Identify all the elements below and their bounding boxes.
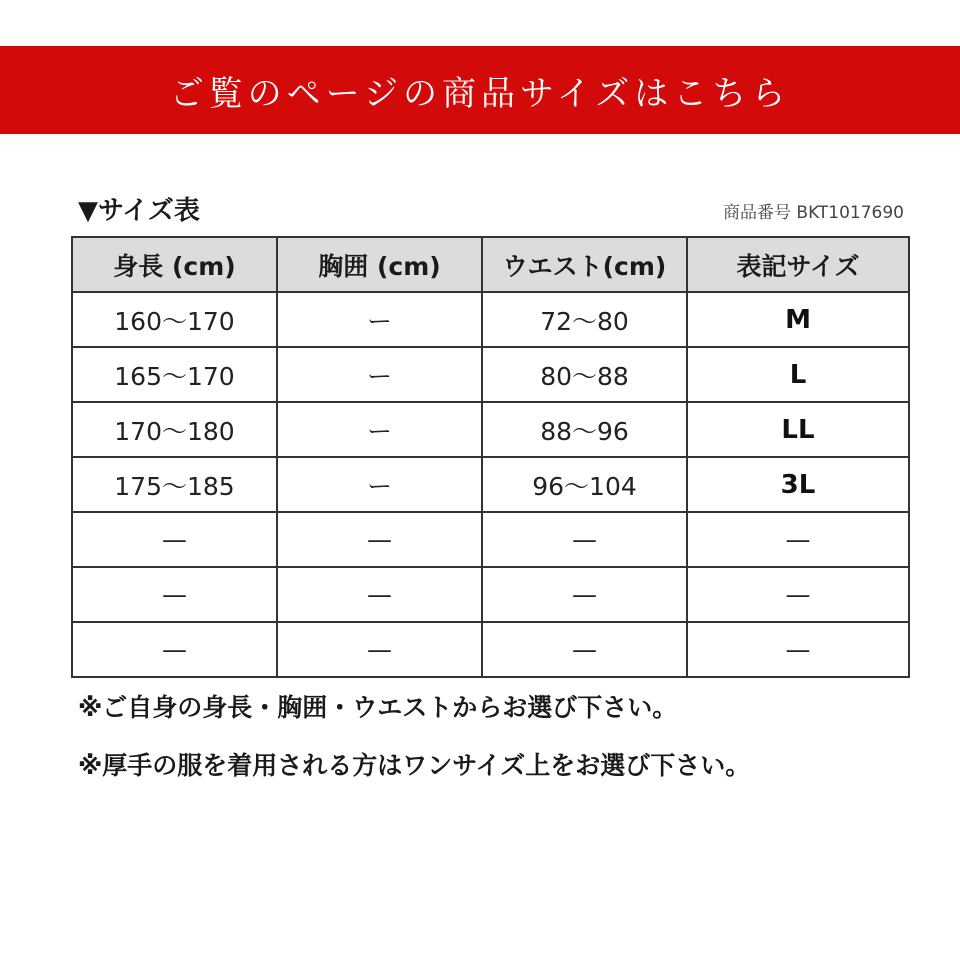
cell-waist: — xyxy=(482,567,687,622)
note-size-selection: ※ご自身の身長・胸囲・ウエストからお選び下さい。 xyxy=(78,693,678,722)
cell-size-label: 3L xyxy=(687,457,909,512)
cell-chest: ー xyxy=(277,292,482,347)
page-banner xyxy=(0,46,960,134)
product-code: 商品番号 BKT1017690 xyxy=(723,203,904,223)
table-row xyxy=(72,567,909,622)
cell-chest: ー xyxy=(277,457,482,512)
cell-waist: 96〜104 xyxy=(482,457,687,512)
cell-waist: 80〜88 xyxy=(482,347,687,402)
cell-height: 170〜180 xyxy=(72,402,277,457)
header-height: 身長 (cm) xyxy=(72,237,277,292)
cell-waist: — xyxy=(482,512,687,567)
cell-height: — xyxy=(72,512,277,567)
cell-height: 165〜170 xyxy=(72,347,277,402)
table-row xyxy=(72,512,909,567)
cell-height: — xyxy=(72,622,277,677)
table-row xyxy=(72,622,909,677)
cell-chest: — xyxy=(277,567,482,622)
header-waist: ウエスト(cm) xyxy=(482,237,687,292)
cell-chest: — xyxy=(277,512,482,567)
size-table xyxy=(71,236,910,678)
note-thick-clothing: ※厚手の服を着用される方はワンサイズ上をお選び下さい。 xyxy=(78,751,751,780)
size-table-title: ▼サイズ表 xyxy=(78,196,200,226)
table-row xyxy=(72,402,909,457)
header-chest: 胸囲 (cm) xyxy=(277,237,482,292)
cell-chest: — xyxy=(277,622,482,677)
cell-waist: 88〜96 xyxy=(482,402,687,457)
cell-height: 160〜170 xyxy=(72,292,277,347)
cell-waist: 72〜80 xyxy=(482,292,687,347)
cell-waist: — xyxy=(482,622,687,677)
cell-chest: ー xyxy=(277,402,482,457)
cell-size-label: L xyxy=(687,347,909,402)
cell-size-label: LL xyxy=(687,402,909,457)
cell-height: — xyxy=(72,567,277,622)
table-row xyxy=(72,457,909,512)
cell-height: 175〜185 xyxy=(72,457,277,512)
table-row xyxy=(72,347,909,402)
cell-size-label: M xyxy=(687,292,909,347)
table-row xyxy=(72,292,909,347)
cell-size-label: — xyxy=(687,622,909,677)
header-size-label: 表記サイズ xyxy=(687,237,909,292)
cell-size-label: — xyxy=(687,512,909,567)
cell-size-label: — xyxy=(687,567,909,622)
banner-text: ご覧のページの商品サイズはこちら xyxy=(169,73,791,114)
table-header-row xyxy=(72,237,909,292)
cell-chest: ー xyxy=(277,347,482,402)
